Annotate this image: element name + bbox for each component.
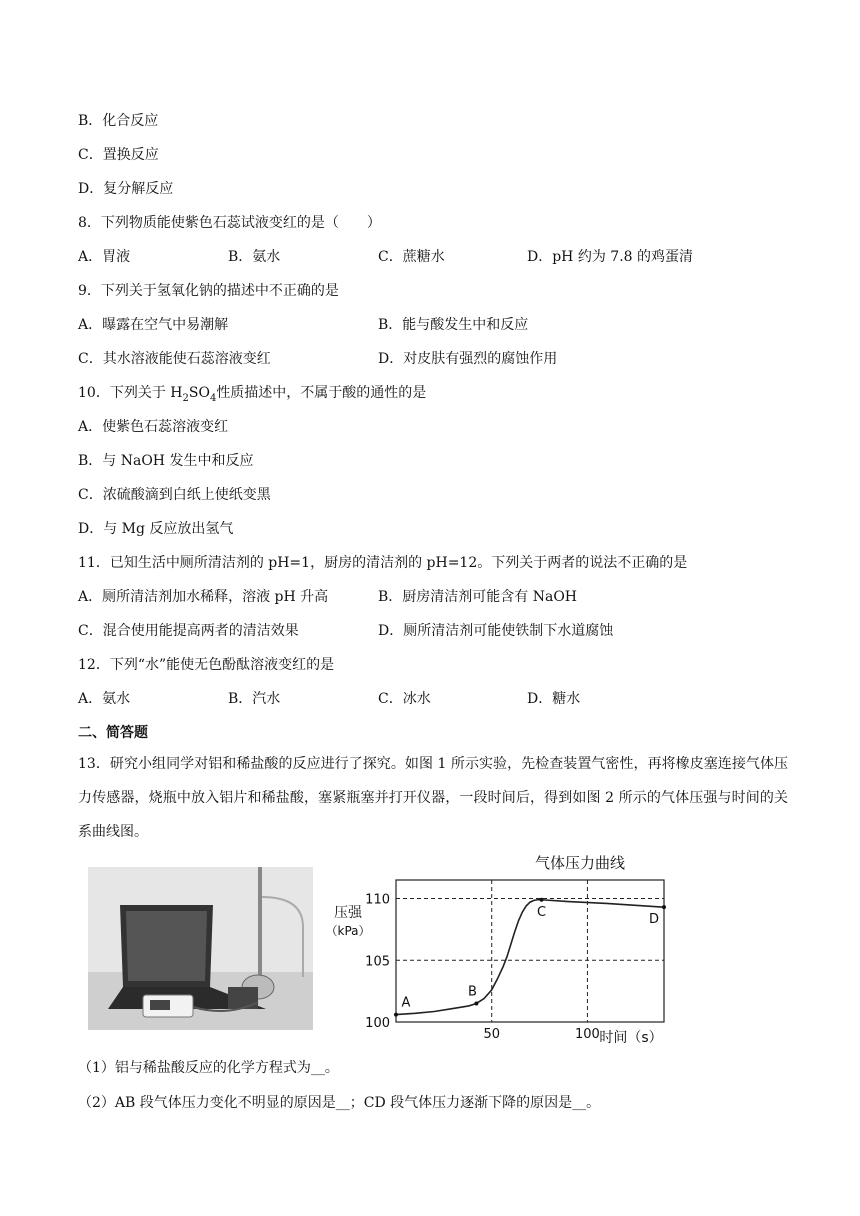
q13-part-2: （2）AB 段气体压力变化不明显的原因是__；CD 段气体压力逐渐下降的原因是__。 xyxy=(78,1095,601,1111)
point-label-c: C xyxy=(536,904,547,920)
point-label-a: A xyxy=(401,995,411,1011)
section-heading: 二、简答题 xyxy=(78,725,148,741)
q10-option-a: A．使紫色石蕊溶液变红 xyxy=(78,419,229,435)
q10-stem-pre: 10．下列关于 H xyxy=(78,385,183,401)
q12-stem: 12．下列“水”能使无色酚酞溶液变红的是 xyxy=(78,657,335,673)
point-a xyxy=(394,1013,398,1017)
q10-stem xyxy=(78,383,426,409)
plot-frame xyxy=(396,880,664,1022)
q11-option-c: C．混合使用能提高两者的清洁效果 xyxy=(78,623,299,639)
q13-part-1: （1）铝与稀盐酸反应的化学方程式为__。 xyxy=(78,1060,339,1076)
q11-option-b: B．厨房清洁剂可能含有 NaOH xyxy=(378,589,578,605)
q10-option-c: C．浓硫酸滴到白纸上使纸变黑 xyxy=(78,487,271,503)
q7-option-b: B．化合反应 xyxy=(78,113,159,129)
q11-option-a: A．厕所清洁剂加水稀释，溶液 pH 升高 xyxy=(78,589,329,605)
x-axis-label: 时间（s） xyxy=(599,1030,663,1046)
q10-sub-4: 4 xyxy=(209,392,217,404)
point-c xyxy=(539,898,543,902)
q8-stem: 8．下列物质能使紫色石蕊试液变红的是（ ） xyxy=(78,215,381,231)
q8-option-a: A．胃液 xyxy=(78,249,131,265)
q10-option-d: D．与 Mg 反应放出氢气 xyxy=(78,521,234,537)
y-tick-label: 110 xyxy=(365,892,390,908)
chart-svg xyxy=(328,852,678,1047)
q9-option-a: A．曝露在空气中易潮解 xyxy=(78,317,229,333)
y-tick-label: 100 xyxy=(365,1016,390,1031)
point-label-d: D xyxy=(648,912,660,928)
y-tick-label: 105 xyxy=(365,954,390,970)
q12-option-d: D．糖水 xyxy=(527,691,581,707)
q9-option-c: C．其水溶液能使石蕊溶液变红 xyxy=(78,351,271,367)
q9-option-b: B．能与酸发生中和反应 xyxy=(378,317,529,333)
q9-option-d: D．对皮肤有强烈的腐蚀作用 xyxy=(378,351,558,367)
q7-option-d: D．复分解反应 xyxy=(78,181,174,197)
q11-stem: 11．已知生活中厕所清洁剂的 pH=1，厨房的清洁剂的 pH=12。下列关于两者的说法不正确的是 xyxy=(78,555,688,571)
point-b xyxy=(474,1001,478,1005)
q8-option-d: D．pH 约为 7.8 的鸡蛋清 xyxy=(527,249,694,265)
q12-option-a: A．氨水 xyxy=(78,691,131,707)
q9-stem: 9．下列关于氢氧化钠的描述中不正确的是 xyxy=(78,283,339,299)
q8-option-c: C．蔗糖水 xyxy=(378,249,445,265)
q12-option-c: C．冰水 xyxy=(378,691,431,707)
point-d xyxy=(662,905,666,909)
chart-title: 气体压力曲线 xyxy=(534,854,626,872)
q8-option-b: B．氨水 xyxy=(228,249,281,265)
q10-sub-2: 2 xyxy=(182,392,189,404)
laptop-apparatus-photo xyxy=(88,867,313,1030)
pressure-curve xyxy=(396,900,664,1015)
q10-option-b: B．与 NaOH 发生中和反应 xyxy=(78,453,254,469)
y-axis-label: 压强 xyxy=(334,905,362,921)
q10-stem-post: 性质描述中，不属于酸的通性的是 xyxy=(216,385,427,401)
x-tick-label: 100 xyxy=(575,1027,600,1042)
q7-option-c: C．置换反应 xyxy=(78,147,159,163)
q10-stem-so: SO xyxy=(188,385,210,401)
x-tick-label: 50 xyxy=(483,1027,500,1042)
pressure-time-chart xyxy=(328,852,678,1047)
point-label-b: B xyxy=(467,984,477,1000)
q12-option-b: B．汽水 xyxy=(228,691,281,707)
q11-option-d: D．厕所清洁剂可能使铁制下水道腐蚀 xyxy=(378,623,614,639)
y-axis-unit-label: （kPa） xyxy=(328,924,371,938)
q13-stem: 13．研究小组同学对铝和稀盐酸的反应进行了探究。如图 1 所示实验，先检查装置气密性，再将橡皮塞连接气体压力传感器，烧瓶中放入铝片和稀盐酸，塞紧瓶塞并打开仪器，一段时间后，得到如图 2 所示的气体压强与时间的关系曲线图。 xyxy=(78,756,788,840)
